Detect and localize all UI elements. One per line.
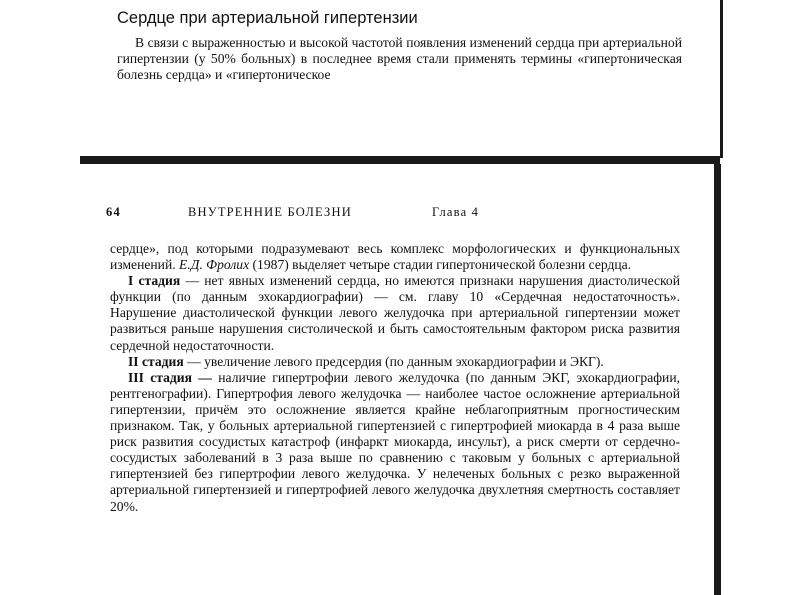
intro-text-end: (1987) выделяет четыре стадии гипертонической болезни сердца. [249, 257, 632, 273]
page-number: 64 [106, 205, 121, 219]
section-heading: Сердце при артериальной гипертензии [117, 9, 418, 27]
stage-3-label: III стадия — [128, 369, 212, 385]
stage-3-text: наличие гипертрофии левого желудочка (по данным ЭКГ, эхокардиографии, рентгенографии). Гипертрофия левого желудочка — наиболее частое осложнение артериальной гипертензии, причём это осложнение является крайне неблагоприятным прогностическим признаком. Так, у больных артериальной гипертензией с гипертрофией миокарда в 4 раза выше риск развития сосудистых катастроф (инфаркт миокарда, инсульт), а риск смерти от сердечно-сосудистых заболеваний в 3 раза выше по сравнению с таковым у больных с артериальной гипертензией без гипертрофии левого желудочка. У нелеченых больных с резко выраженной артериальной гипертензией и гипертрофией левого желудочка двухлетняя смертность составляет 20%. [110, 369, 681, 514]
page-divider-shadow [80, 156, 720, 164]
paragraph-stage-1 [110, 273, 680, 353]
author-name: Е.Д. Фролих [179, 257, 250, 273]
intro-text-start: сердце», под которыми подразумевают весь комплекс морфологических и функциональных изменений. [110, 241, 680, 273]
body-text [110, 241, 680, 515]
paragraph-intro [110, 241, 680, 273]
stage-2-text: — увеличение левого предсердия (по данным эхокардиографии и ЭКГ). [183, 353, 604, 369]
stage-1-label: I стадия [128, 273, 181, 289]
page-edge-shadow [714, 164, 721, 595]
chapter-label: Глава 4 [432, 205, 480, 219]
paragraph-stage-2 [110, 354, 680, 370]
paragraph-stage-3 [110, 370, 680, 515]
top-paragraph: В связи с выраженностью и высокой частотой появления изменений сердца при артериальной гипертензии (у 50% больных) в последнее время стали применять термины «гипертоническая болезнь сердца» и «гипертоническое [117, 35, 682, 82]
book-title: ВНУТРЕННИЕ БОЛЕЗНИ [188, 205, 352, 219]
stage-1-text: — нет явных изменений сердца, но имеются признаки нарушения диастолической функции (по данным эхокардиографии) — см. главу 10 «Сердечная недостаточность». Нарушение диастолической функции левого желудочка при артериальной гипертензии может развиться раньше нарушения систолической и быть самостоятельным фактором риска развития сердечной недостаточности. [110, 273, 680, 353]
stage-2-label: II стадия [128, 353, 184, 369]
